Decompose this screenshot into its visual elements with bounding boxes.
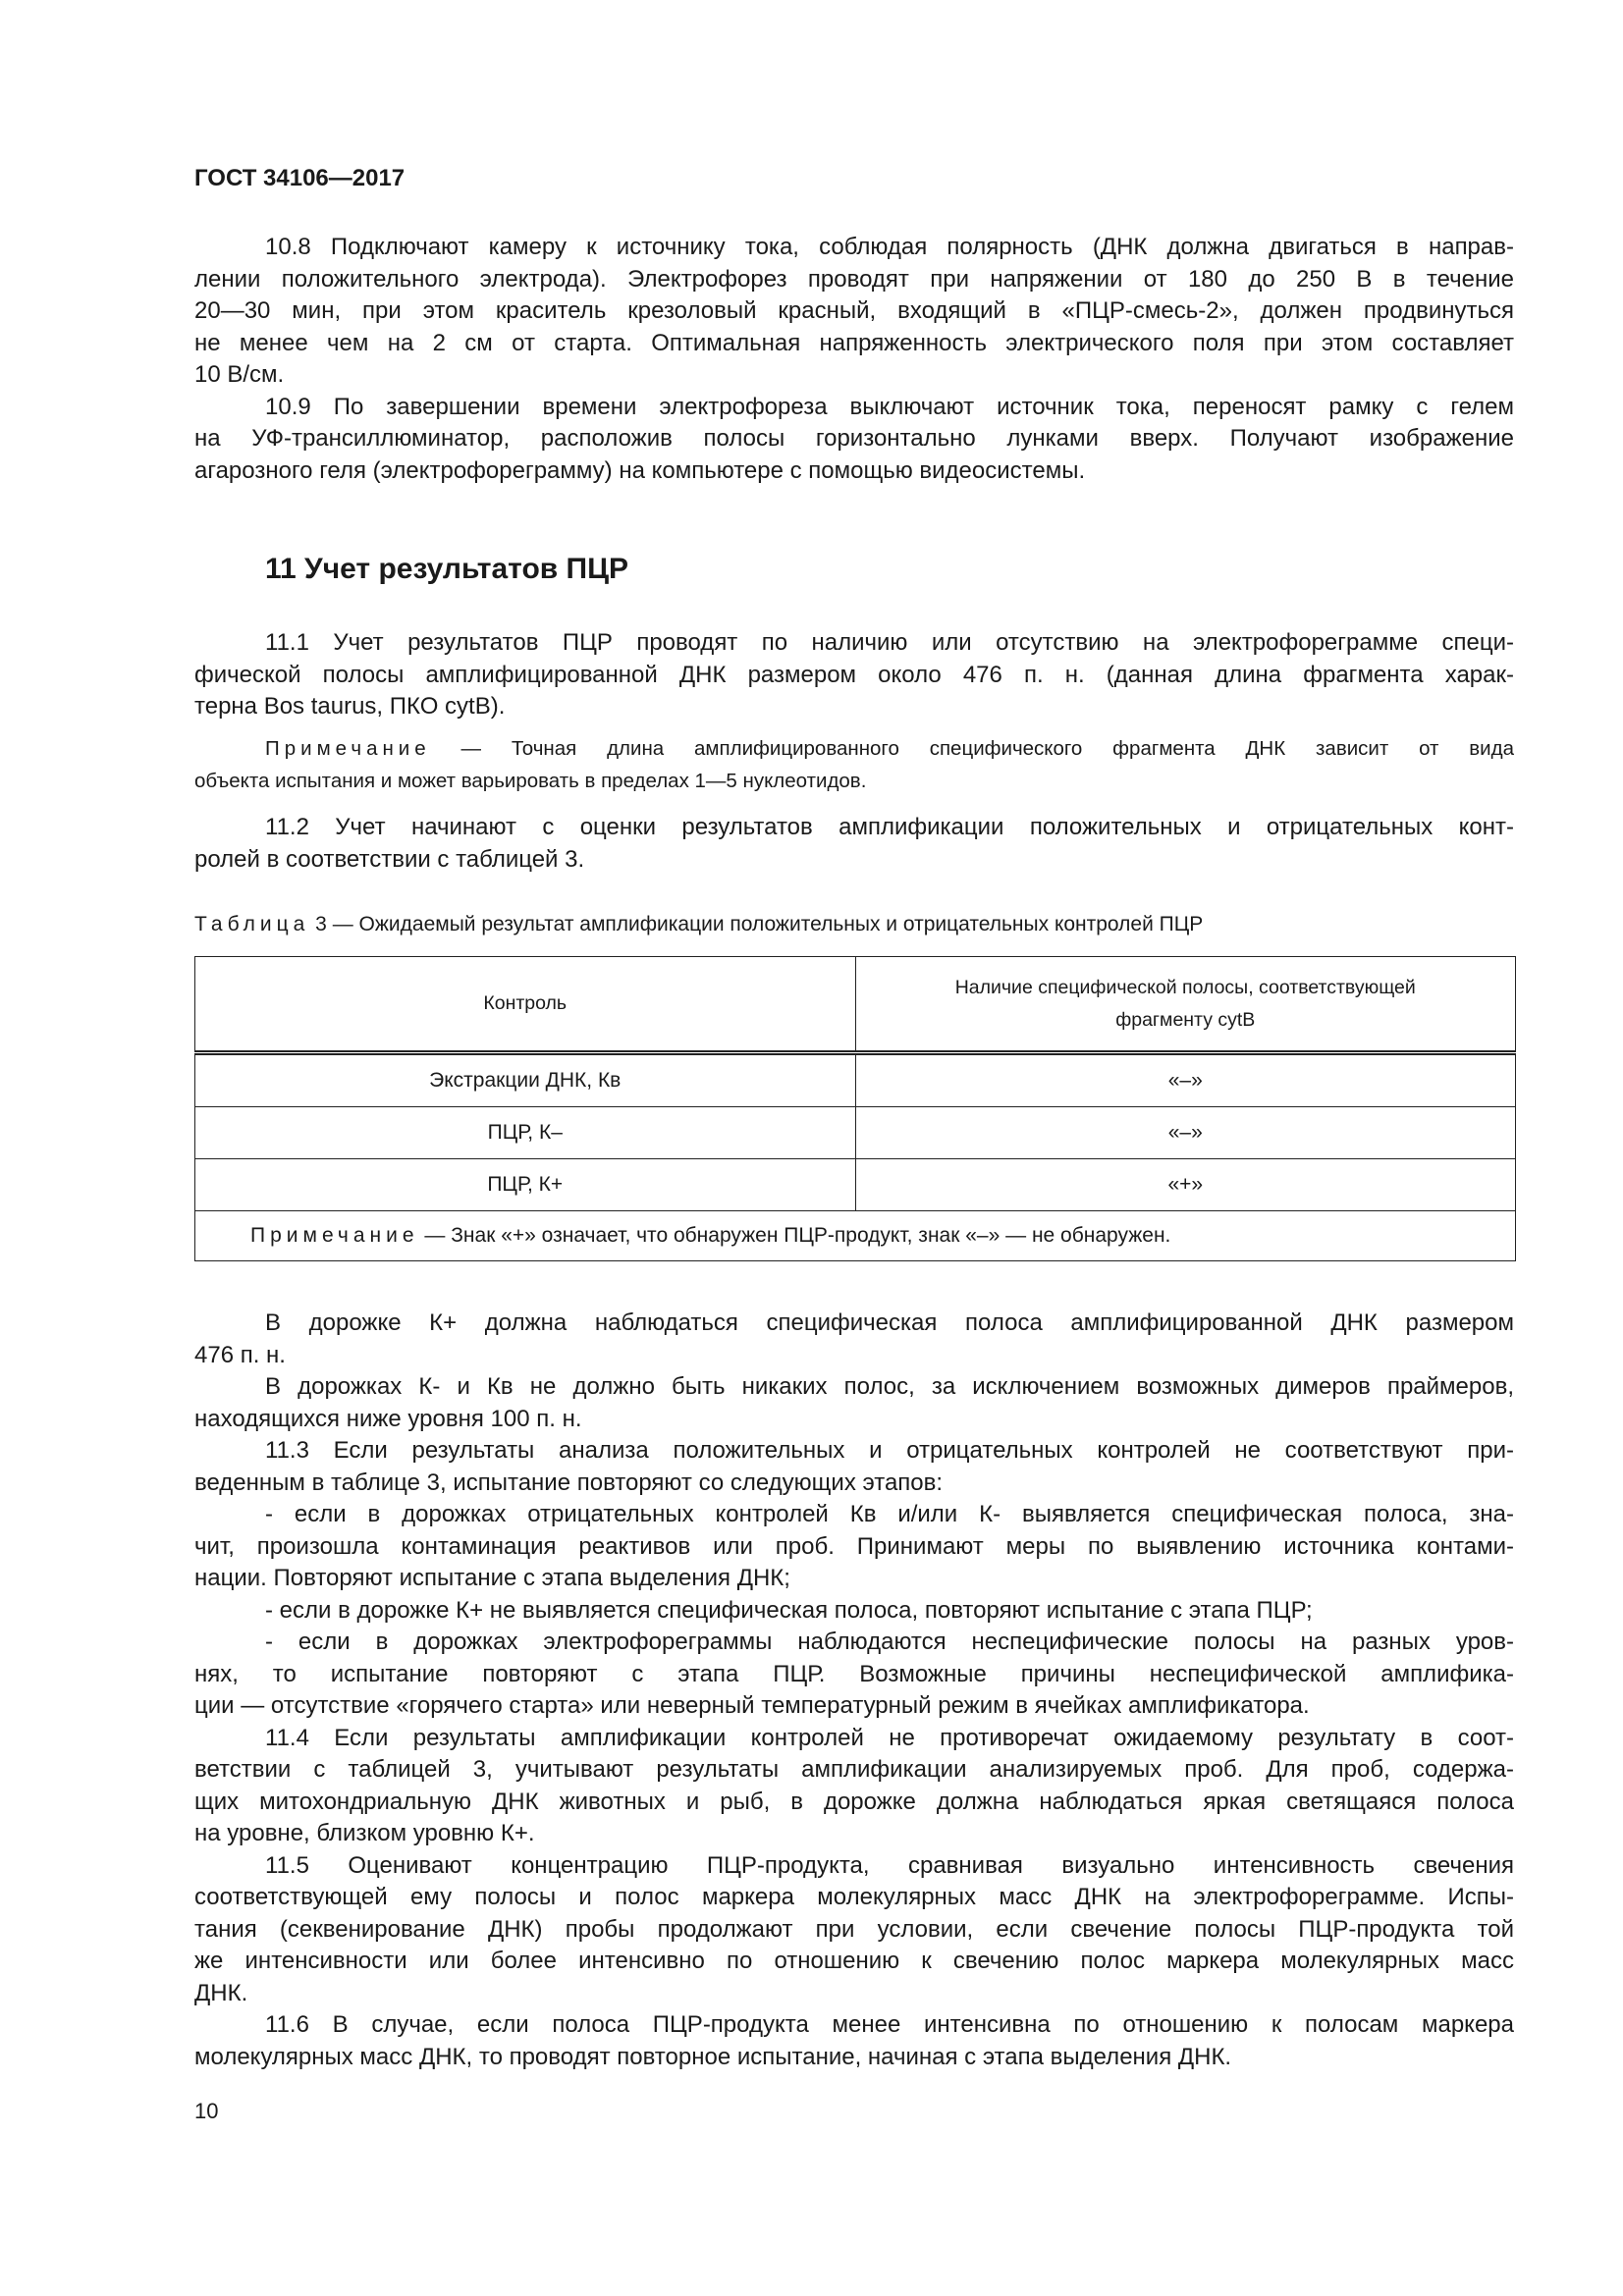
text-line: ролей в соответствии с таблицей 3. — [194, 845, 585, 873]
header-line: Наличие специфической полосы, соответствующей — [954, 976, 1416, 998]
text-line: ции — отсутствие «горячего старта» или неверный температурный режим в ячейках амплификатора. — [194, 1692, 1310, 1719]
text-line: 11.5 Оценивают концентрацию ПЦР-продукта, сравнивая визуально интенсивность свечения — [265, 1851, 1514, 1879]
section-11-text — [194, 1308, 1514, 2073]
text-line: не менее чем на 2 см от старта. Оптимальная напряженность электрического поля при этом составляет — [194, 329, 1514, 356]
page-number: 10 — [194, 2099, 219, 2123]
text-line: тания (секвенирование ДНК) пробы продолжают при условии, если свечение полосы ПЦР-продукта той — [194, 1915, 1514, 1943]
text-line: 20—30 мин, при этом краситель крезоловый красный, входящий в «ПЦР-смесь-2», должен продвинуться — [194, 297, 1514, 324]
text-line: фической полосы амплифицированной ДНК размером около 476 п. н. (данная длина фрагмента харак- — [194, 661, 1514, 688]
text-line: - если в дорожках отрицательных контролей Кв и/или К- выявляется специфическая полоса, зна- — [265, 1501, 1514, 1527]
text-line: ветствии с таблицей 3, учитывают результаты амплификации анализируемых проб. Для проб, содержа- — [194, 1756, 1514, 1783]
header-line: фрагменту cytB — [1115, 1008, 1256, 1031]
table-note-row — [195, 1211, 1516, 1261]
text-line: 10 В/см. — [194, 361, 285, 388]
text-line: 11.6 В случае, если полоса ПЦР-продукта менее интенсивна по отношению к полосам маркера — [265, 2011, 1514, 2038]
text-line: 11.1 Учет результатов ПЦР проводят по наличию или отсутствию на электрофореграмме специ- — [265, 629, 1514, 656]
paragraph-11-2 — [194, 812, 1514, 876]
table-note-label: Примечание — [250, 1224, 419, 1247]
paragraph-11-1 — [194, 627, 1514, 723]
section-10-text — [194, 232, 1514, 487]
text-line: веденным в таблице 3, испытание повторяют со следующих этапов: — [194, 1468, 944, 1496]
text-line: 11.2 Учет начинают с оценки результатов амплификации положительных и отрицательных конт- — [265, 814, 1514, 840]
section-heading: 11 Учет результатов ПЦР — [265, 553, 629, 585]
results-table — [194, 956, 1516, 1261]
text-line: В дорожках К- и Кв не должно быть никаких полос, за исключением возможных димеров праймеров, — [265, 1373, 1514, 1400]
table-row — [195, 1107, 1516, 1159]
text-line: лении положительного электрода). Электрофорез проводят при напряжении от 180 до 250 В в течение — [194, 265, 1514, 293]
header-control: Контроль — [195, 957, 856, 1053]
table-row — [195, 1159, 1516, 1211]
note-line: объекта испытания и может варьировать в пределах 1—5 нуклеотидов. — [194, 770, 867, 792]
text-line: - если в дорожке К+ не выявляется специфическая полоса, повторяют испытание с этапа ПЦР; — [265, 1596, 1313, 1624]
cell-result: «–» — [855, 1107, 1516, 1159]
text-line: на УФ-трансиллюминатор, расположив полосы горизонтально лунками вверх. Получают изображение — [194, 425, 1514, 452]
table-note — [195, 1211, 1516, 1261]
text-line: терна Bos taurus, ПКО cytB). — [194, 693, 506, 720]
table-caption-label: Таблица — [194, 913, 310, 935]
text-line: соответствующей ему полосы и полос маркера молекулярных масс ДНК на электрофореграмме. Испы- — [194, 1884, 1514, 1910]
table-caption-text: 3 — Ожидаемый результат амплификации положительных и отрицательных контролей ПЦР — [309, 913, 1204, 935]
table-row — [195, 1053, 1516, 1107]
text-line: на уровне, близком уровню К+. — [194, 1820, 535, 1846]
note-line — [265, 732, 1514, 765]
text-line: чит, произошла контаминация реактивов или проб. Принимают меры по выявлению источника контами- — [194, 1532, 1514, 1560]
cell-result: «–» — [855, 1053, 1516, 1107]
text-line: же интенсивности или более интенсивно по отношению к свечению полос маркера молекулярных масс — [194, 1948, 1514, 1974]
text-line: 10.9 По завершении времени электрофореза выключают источник тока, переносят рамку с гелем — [265, 393, 1514, 420]
text-line: щих митохондриальную ДНК животных и рыб, в дорожке должна наблюдаться яркая светящаяся полоса — [194, 1788, 1514, 1815]
text-line: находящихся ниже уровня 100 п. н. — [194, 1405, 582, 1432]
text-line: В дорожке К+ должна наблюдаться специфическая полоса амплифицированной ДНК размером — [265, 1309, 1514, 1336]
text-line: - если в дорожках электрофореграммы наблюдаются неспецифические полосы на разных уров- — [265, 1629, 1514, 1655]
table-note-text: — Знак «+» означает, что обнаружен ПЦР-продукт, знак «–» — не обнаружен. — [418, 1224, 1171, 1247]
cell-control: ПЦР, К+ — [195, 1159, 856, 1211]
text-line: 11.4 Если результаты амплификации контролей не противоречат ожидаемому результату в соот- — [265, 1724, 1514, 1751]
header-band-presence — [855, 957, 1516, 1053]
note-text: — Точная длина амплифицированного специфического фрагмента ДНК зависит от вида — [430, 737, 1514, 760]
text-line: 11.3 Если результаты анализа положительных и отрицательных контролей не соответствуют при- — [265, 1437, 1514, 1464]
text-line: ДНК. — [194, 1979, 248, 2006]
text-line: нации. Повторяют испытание с этапа выделения ДНК; — [194, 1565, 790, 1591]
text-line: нях, то испытание повторяют с этапа ПЦР. Возможные причины неспецифической амплифика- — [194, 1660, 1514, 1687]
cell-control: Экстракции ДНК, Кв — [195, 1053, 856, 1107]
text-line: молекулярных масс ДНК, то проводят повторное испытание, начиная с этапа выделения ДНК. — [194, 2043, 1232, 2070]
note-1 — [194, 732, 1514, 797]
text-line: агарозного геля (электрофореграмму) на компьютере с помощью видеосистемы. — [194, 456, 1086, 484]
document-header: ГОСТ 34106—2017 — [194, 165, 406, 191]
note-label: Примечание — [265, 737, 431, 760]
text-line: 476 п. н. — [194, 1341, 286, 1368]
table-header-row — [195, 957, 1516, 1053]
cell-result: «+» — [855, 1159, 1516, 1211]
table-caption — [194, 913, 1203, 936]
text-line: 10.8 Подключают камеру к источнику тока, соблюдая полярность (ДНК должна двигаться в направ- — [265, 234, 1514, 260]
cell-control: ПЦР, К– — [195, 1107, 856, 1159]
